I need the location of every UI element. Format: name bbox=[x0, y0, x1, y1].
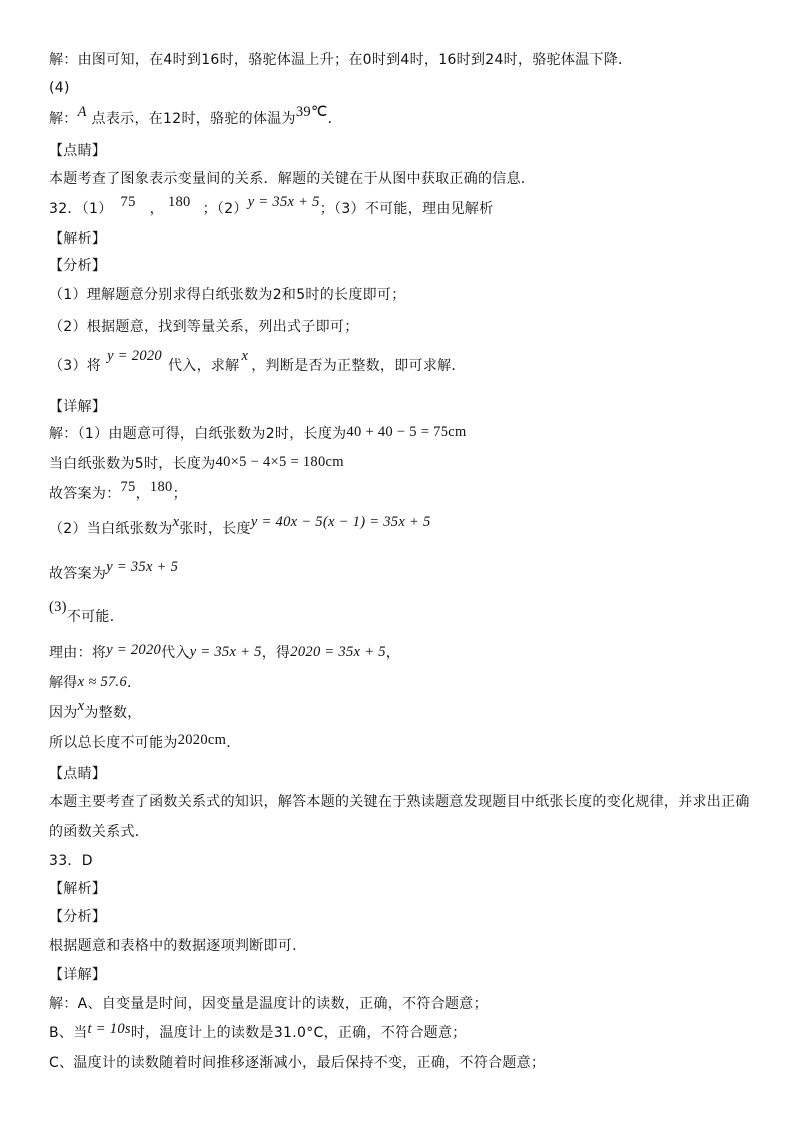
analysis-text: 代入，求解 bbox=[167, 358, 240, 374]
analysis-text: （3）将 bbox=[49, 358, 102, 374]
math-expression: y = 2020 bbox=[107, 348, 162, 364]
punctuation: ， bbox=[149, 201, 164, 217]
math-expression: y = 2020 bbox=[106, 642, 162, 658]
text-line bbox=[49, 348, 466, 376]
text-line bbox=[49, 479, 187, 504]
text-line bbox=[49, 50, 632, 70]
solution-text: 解： bbox=[49, 111, 78, 127]
math-expression: y = 40x − 5(x − 1) = 35x + 5 bbox=[250, 514, 431, 530]
solution-text: 因为 bbox=[49, 705, 78, 721]
solution-text: 解：（1）由题意可得，白纸张数为2时，长度为 bbox=[49, 426, 347, 442]
analysis-text: 根据题意和表格中的数据逐项判断即可． bbox=[49, 938, 307, 954]
text-line bbox=[49, 936, 306, 956]
solution-text: 解得 bbox=[49, 675, 78, 691]
comment-text: 的函数关系式． bbox=[49, 824, 150, 840]
analysis-text: （2）根据题意，找到等量关系，列出式子即可； bbox=[49, 319, 359, 335]
punctuation: ． bbox=[327, 111, 342, 127]
text-line bbox=[49, 599, 125, 625]
punctuation: ， bbox=[135, 486, 150, 502]
section-label-text: 【点睛】 bbox=[49, 766, 107, 782]
text-line bbox=[49, 733, 241, 753]
section-label-text: 【分析】 bbox=[49, 258, 107, 274]
answer-text: ；（3）不可能，理由见解析 bbox=[319, 201, 494, 217]
answer-text: ；（2） bbox=[202, 201, 248, 217]
solution-text: 解：A、自变量是时间，因变量是温度计的读数，正确，不符合题意； bbox=[49, 996, 488, 1012]
solution-text: 为整数， bbox=[84, 705, 142, 721]
section-label-jiexi bbox=[49, 229, 106, 249]
analysis-text: （1）理解题意分别求得白纸张数为2和5时的长度即可； bbox=[49, 287, 406, 303]
text-line bbox=[49, 559, 179, 584]
math-expression: 40×5 − 4×5 = 180cm bbox=[215, 454, 344, 470]
math-value: 2020cm bbox=[177, 732, 227, 748]
question-number: 32．（1） bbox=[49, 201, 113, 217]
math-variable: x bbox=[172, 514, 180, 530]
solution-text: 理由：将 bbox=[49, 645, 107, 661]
text-line bbox=[49, 317, 359, 337]
sub-question-number: (3) bbox=[49, 599, 67, 615]
solution-text: 解：由图可知，在4时到16时，骆驼体温上升；在0时到4时，16时到24时，骆驼体温下降． bbox=[49, 52, 633, 68]
section-label-text: 【详解】 bbox=[49, 399, 107, 415]
answer-line-33 bbox=[49, 851, 93, 871]
text-line bbox=[49, 78, 70, 98]
math-expression: t = 10s bbox=[87, 1021, 131, 1037]
solution-text: B、当 bbox=[49, 1025, 88, 1041]
comment-text: 本题考查了图象表示变量间的关系．解题的关键在于从图中获取正确的信息． bbox=[49, 171, 536, 187]
sub-question-number: (4) bbox=[49, 80, 70, 96]
math-variable: x bbox=[241, 348, 249, 364]
section-label-fenxi bbox=[49, 256, 106, 276]
section-label-text: 【解析】 bbox=[49, 881, 107, 897]
text-line bbox=[49, 1053, 545, 1073]
text-line bbox=[49, 285, 406, 305]
text-line bbox=[49, 994, 488, 1014]
solution-text: （2）当白纸张数为 bbox=[49, 521, 173, 537]
section-label-xiangjie bbox=[49, 397, 106, 417]
text-line bbox=[49, 169, 535, 189]
text-line bbox=[49, 514, 431, 539]
math-expression: x ≈ 57.6 bbox=[77, 674, 128, 690]
math-expression: y = 35x + 5 bbox=[247, 194, 320, 210]
solution-text: 张时，长度 bbox=[179, 521, 251, 537]
section-label-text: 【点睛】 bbox=[49, 143, 107, 159]
comment-text: 本题主要考查了函数关系式的知识，解答本题的关键在于熟读题意发现题目中纸张长度的变化规律，并求出正确 bbox=[49, 794, 750, 810]
section-label-text: 【解析】 bbox=[49, 231, 107, 247]
math-expression: y = 35x + 5 bbox=[189, 644, 262, 660]
question-number: 33．D bbox=[49, 853, 93, 869]
text-line bbox=[49, 643, 400, 663]
text-line bbox=[49, 698, 142, 723]
text-line bbox=[49, 104, 342, 129]
math-value: 75 bbox=[120, 194, 136, 210]
math-expression: 2020 = 35x + 5 bbox=[290, 644, 386, 660]
punctuation: ． bbox=[226, 735, 241, 751]
section-label-text: 【详解】 bbox=[49, 967, 107, 983]
solution-text: 所以总长度不可能为 bbox=[49, 735, 178, 751]
punctuation: ； bbox=[172, 486, 187, 502]
solution-text: 故答案为： bbox=[49, 486, 121, 502]
math-variable: x bbox=[77, 698, 85, 714]
math-value: 180 bbox=[167, 194, 191, 210]
section-label-dianjing bbox=[49, 764, 106, 784]
text-line bbox=[49, 424, 467, 444]
section-label-xiangjie bbox=[49, 965, 106, 985]
section-label-jiexi bbox=[49, 879, 106, 899]
punctuation: ． bbox=[127, 675, 142, 691]
solution-text: 时，温度计上的读数是31.0°C，正确，不符合题意； bbox=[130, 1025, 467, 1041]
math-expression: y = 35x + 5 bbox=[106, 559, 179, 575]
section-label-fenxi bbox=[49, 907, 106, 927]
text-line bbox=[49, 673, 141, 693]
text-line bbox=[49, 1023, 467, 1043]
solution-text: C、温度计的读数随着时间推移逐渐减小，最后保持不变，正确，不符合题意； bbox=[49, 1055, 546, 1071]
math-value: 180 bbox=[149, 479, 173, 495]
solution-text: 不可能． bbox=[66, 609, 125, 625]
math-temperature: 39℃ bbox=[295, 104, 328, 120]
answer-line-32 bbox=[49, 194, 494, 219]
punctuation: ， bbox=[385, 645, 401, 661]
math-value: 75 bbox=[120, 479, 136, 495]
solution-text: 故答案为 bbox=[49, 566, 107, 582]
math-point-a: A bbox=[77, 104, 87, 120]
text-line bbox=[49, 792, 750, 812]
solution-text: 点表示，在12时，骆驼的体温为 bbox=[91, 111, 296, 127]
solution-text: 代入 bbox=[161, 645, 190, 661]
section-label-text: 【分析】 bbox=[49, 909, 107, 925]
math-expression: 40 + 40 − 5 = 75cm bbox=[346, 424, 467, 440]
text-line bbox=[49, 454, 344, 474]
solution-text: 当白纸张数为5时，长度为 bbox=[49, 456, 216, 472]
text-line bbox=[49, 822, 149, 842]
solution-text: ，得 bbox=[261, 645, 291, 661]
analysis-text: ，判断是否为正整数，即可求解． bbox=[251, 358, 466, 374]
section-label-dianjing bbox=[49, 141, 106, 161]
